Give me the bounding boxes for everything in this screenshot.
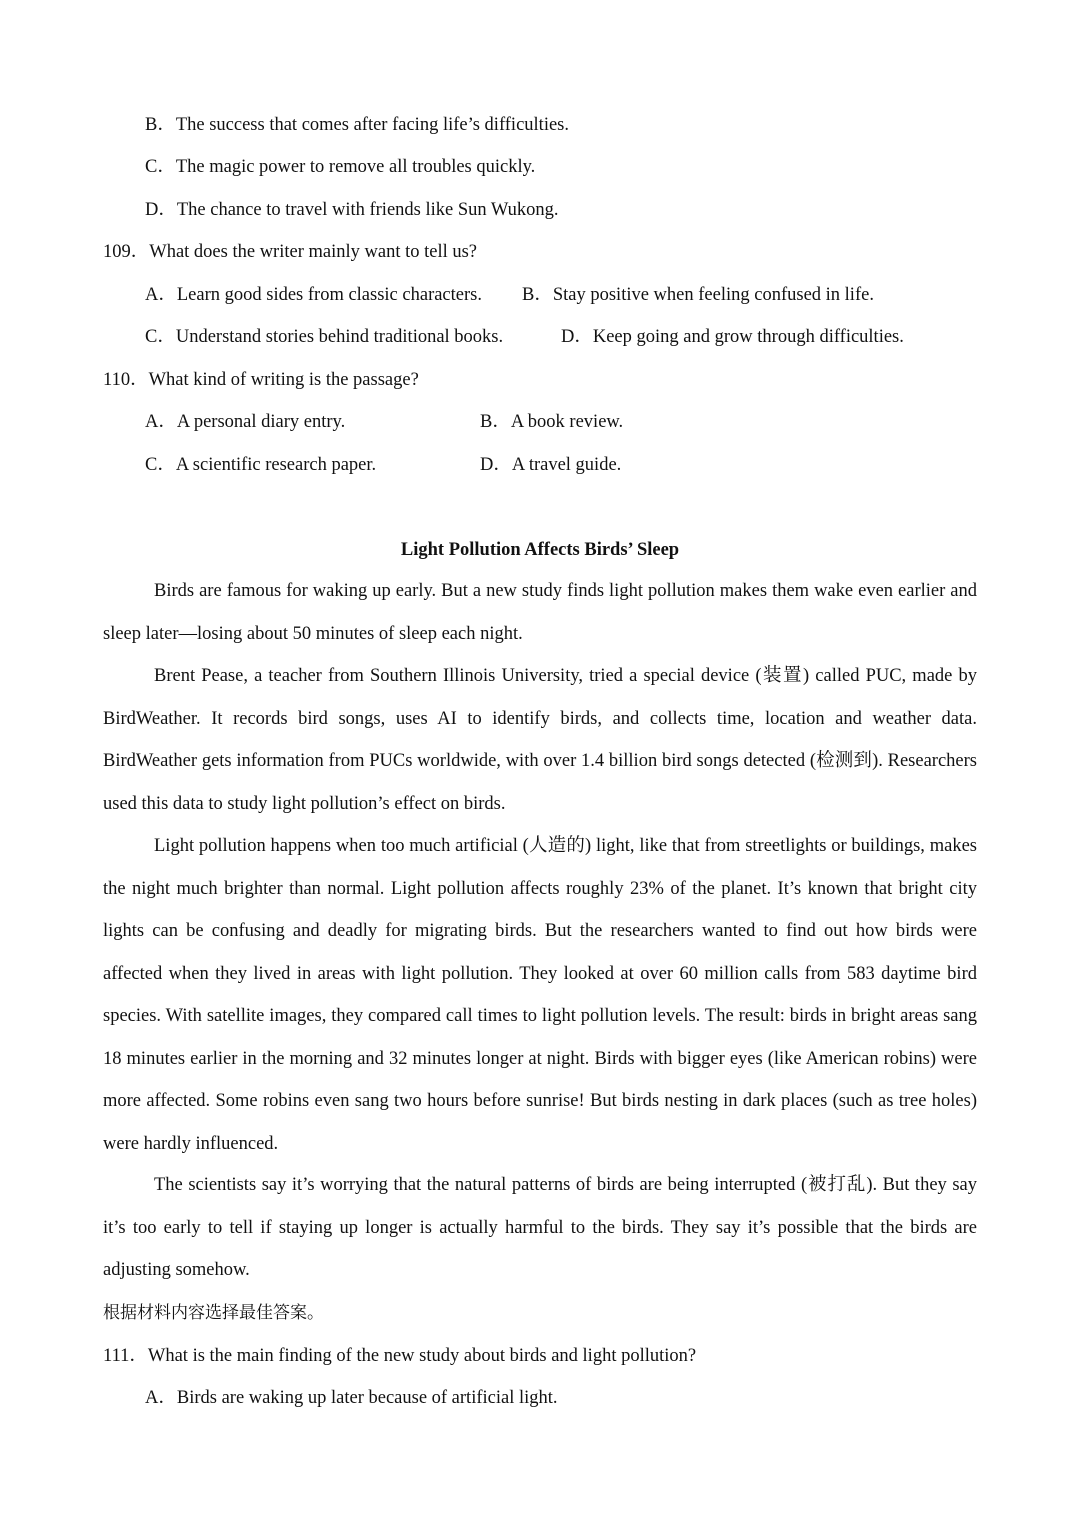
passage-paragraph-3: Light pollution happens when too much artificial (人造的) light, like that from streetlights or buildings, makes the night much brighter than normal. Light pollution affects roughly 23% of the planet. It’s known that bright city lights can be confusing and deadly for migrating birds. But the researchers wanted to find out how birds were affected when they lived in areas with light pollution. They looked at over 60 million calls from 583 daytime bird species. With satellite images, they compared call times to light pollution levels. The result: birds in bright areas sang 18 minutes earlier in the morning and 32 minutes longer at night. Birds with bigger eyes (like American robins) were more affected. Some robins even sang two hours before sunrise! But birds nesting in dark places (such as tree holes) were hardly influenced. bbox=[103, 836, 977, 1154]
q110-option-d: D．A travel guide. bbox=[480, 455, 622, 475]
q111-stem: 111．What is the main finding of the new study about birds and light pollution? bbox=[103, 1346, 697, 1366]
q109-option-b: B．Stay positive when feeling confused in life. bbox=[522, 285, 874, 305]
q110-option-a: A．A personal diary entry. bbox=[145, 412, 346, 432]
q110-option-b: B．A book review. bbox=[480, 412, 624, 432]
passage-paragraph-4: The scientists say it’s worrying that the natural patterns of birds are being interrupted (被打乱). But they say it’s too early to tell if staying up longer is actually harmful to the birds. They say it’s possible that the birds are adjusting somehow. bbox=[103, 1175, 977, 1280]
q108-option-b: B．The success that comes after facing life’s difficulties. bbox=[145, 115, 569, 135]
q108-option-d: D．The chance to travel with friends like Sun Wukong. bbox=[145, 200, 559, 220]
q108-option-c: C．The magic power to remove all troubles quickly. bbox=[145, 157, 536, 177]
passage-paragraph-1: Birds are famous for waking up early. But a new study finds light pollution makes them wake even earlier and sleep later—losing about 50 minutes of sleep each night. bbox=[103, 581, 977, 644]
passage-paragraph-2: Brent Pease, a teacher from Southern Illinois University, tried a special device (装置) called PUC, made by BirdWeather. It records bird songs, uses AI to identify birds, and collects time, location and weather data. BirdWeather gets information from PUCs worldwide, with over 1.4 billion bird songs detected (检测到). Researchers used this data to study light pollution’s effect on birds. bbox=[103, 666, 977, 814]
q109-option-d: D．Keep going and grow through difficulties. bbox=[561, 327, 904, 347]
section-instruction: 根据材料内容选择最佳答案。 bbox=[103, 1303, 324, 1323]
q109-option-c: C．Understand stories behind traditional books. bbox=[145, 327, 504, 347]
q110-option-c: C．A scientific research paper. bbox=[145, 455, 377, 475]
q109-option-a: A．Learn good sides from classic characters. bbox=[145, 285, 482, 305]
q111-option-a: A．Birds are waking up later because of artificial light. bbox=[145, 1388, 558, 1408]
q110-stem: 110．What kind of writing is the passage? bbox=[103, 370, 419, 390]
q109-stem: 109．What does the writer mainly want to tell us? bbox=[103, 242, 478, 262]
passage-title: Light Pollution Affects Birds’ Sleep bbox=[400, 540, 680, 560]
